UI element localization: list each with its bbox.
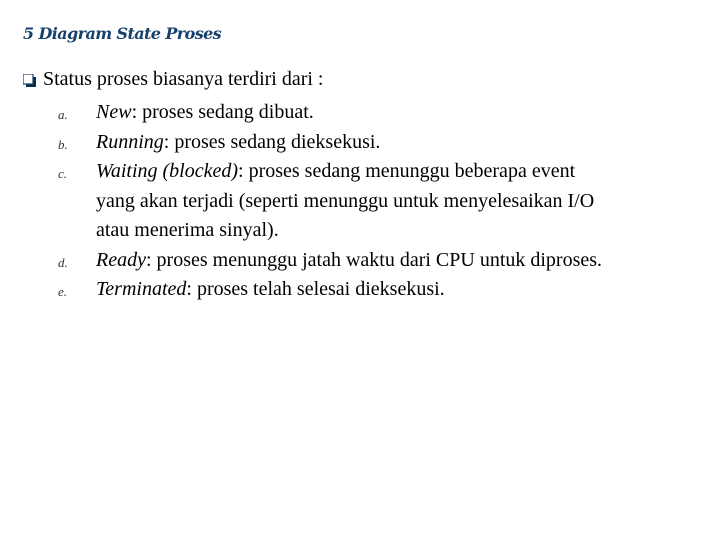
item-term: Terminated (96, 278, 187, 300)
item-line (96, 98, 720, 128)
item-line (96, 246, 720, 276)
slide-title: 5 Diagram State Proses (23, 24, 222, 43)
item-term: Waiting (blocked) (96, 160, 239, 182)
intro-bullet (23, 66, 324, 92)
item-description: : proses menunggu jatah waktu dari CPU untuk diproses. (145, 248, 603, 271)
item-description: : proses sedang menunggu beberapa event (238, 160, 576, 182)
list-item-new (0, 98, 720, 128)
list-marker: a. (58, 107, 68, 122)
list-item-terminated (0, 275, 720, 305)
list-marker: d. (58, 254, 68, 270)
item-line (96, 275, 720, 305)
item-description: : proses sedang dibuat. (131, 101, 314, 123)
item-term: New (96, 101, 132, 123)
item-description: : proses telah selesai dieksekusi. (186, 278, 445, 300)
list-marker: e. (58, 284, 68, 299)
list-marker: c. (58, 166, 68, 181)
square-bullet-icon (23, 74, 36, 87)
list-marker: b. (58, 136, 68, 152)
item-term: Ready (96, 248, 146, 271)
intro-text: Status proses biasanya terdiri dari : (43, 68, 324, 90)
list-item-running (0, 128, 720, 158)
item-term: Running (96, 130, 164, 153)
item-description: : proses sedang dieksekusi. (163, 130, 381, 153)
list-item-waiting (0, 157, 720, 246)
item-description-continued: yang akan terjadi (seperti menunggu untuk menyelesaikan I/O (96, 189, 595, 212)
list-item-ready (0, 246, 720, 276)
item-description-continued: atau menerima sinyal). (96, 219, 279, 241)
status-list (0, 98, 720, 305)
item-line (96, 157, 720, 187)
item-line (96, 128, 720, 158)
